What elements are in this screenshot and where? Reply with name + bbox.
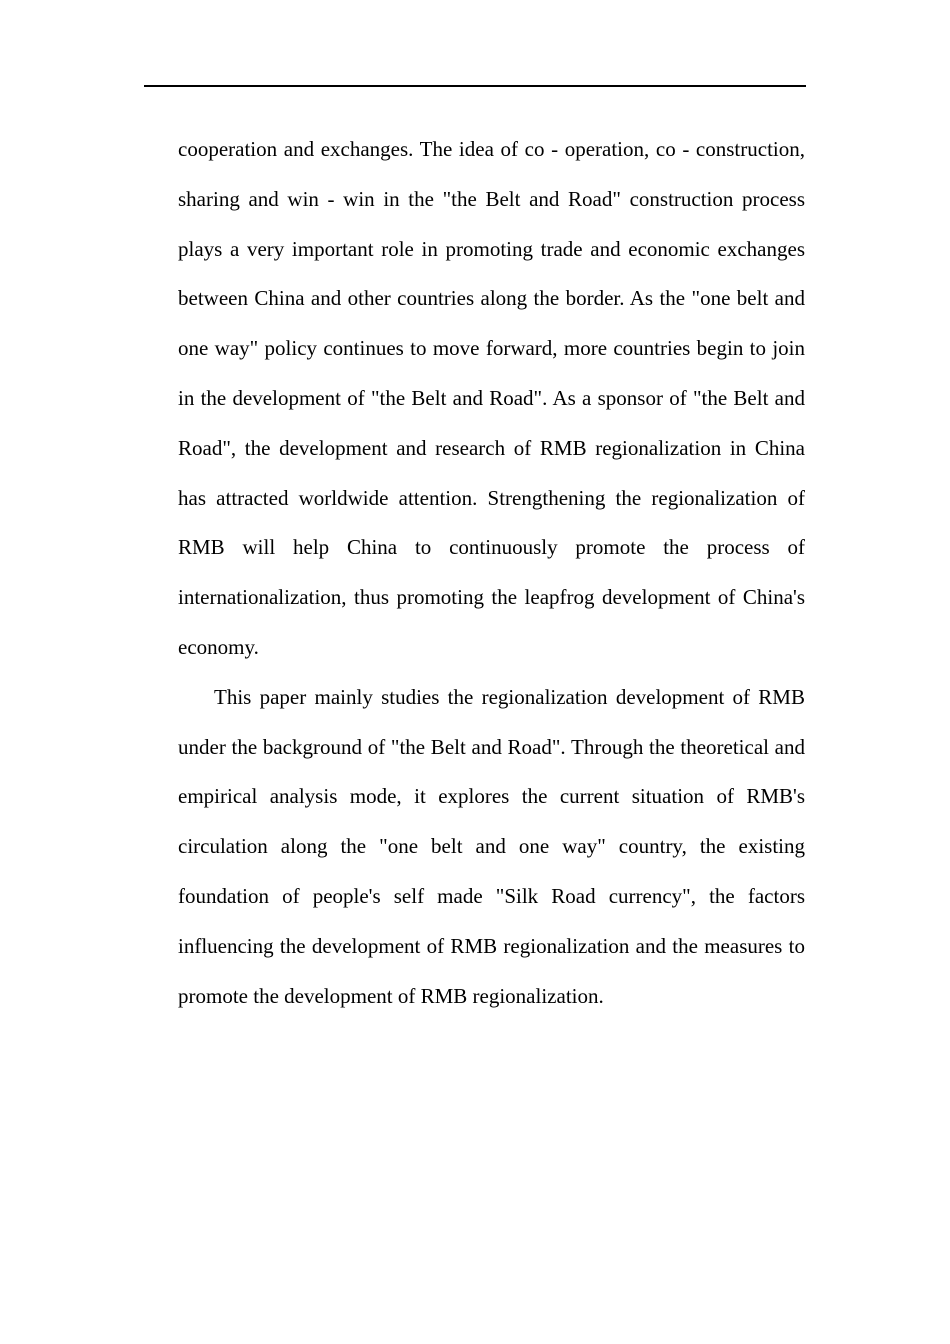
body-text	[178, 125, 805, 1021]
paragraph-continuation: cooperation and exchanges. The idea of co - operation, co - construction, sharing and win - win in the "the Belt and Road" construction process plays a very important role in promoting trade and economic exchanges between China and other countries along the border. As the "one belt and one way" policy continues to move forward, more countries begin to join in the development of "the Belt and Road". As a sponsor of "the Belt and Road", the development and research of RMB regionalization in China has attracted worldwide attention. Strengthening the regionalization of RMB will help China to continuously promote the process of internationalization, thus promoting the leapfrog development of China's economy.	[178, 137, 805, 659]
header-rule	[144, 85, 806, 87]
paragraph-study-summary: This paper mainly studies the regionalization development of RMB under the background of "the Belt and Road". Through the theoretical and empirical analysis mode, it explores the current situation of RMB's circulation along the "one belt and one way" country, the existing foundation of people's self made "Silk Road currency", the factors influencing the development of RMB regionalization and the measures to promote the development of RMB regionalization.	[178, 684, 805, 1008]
